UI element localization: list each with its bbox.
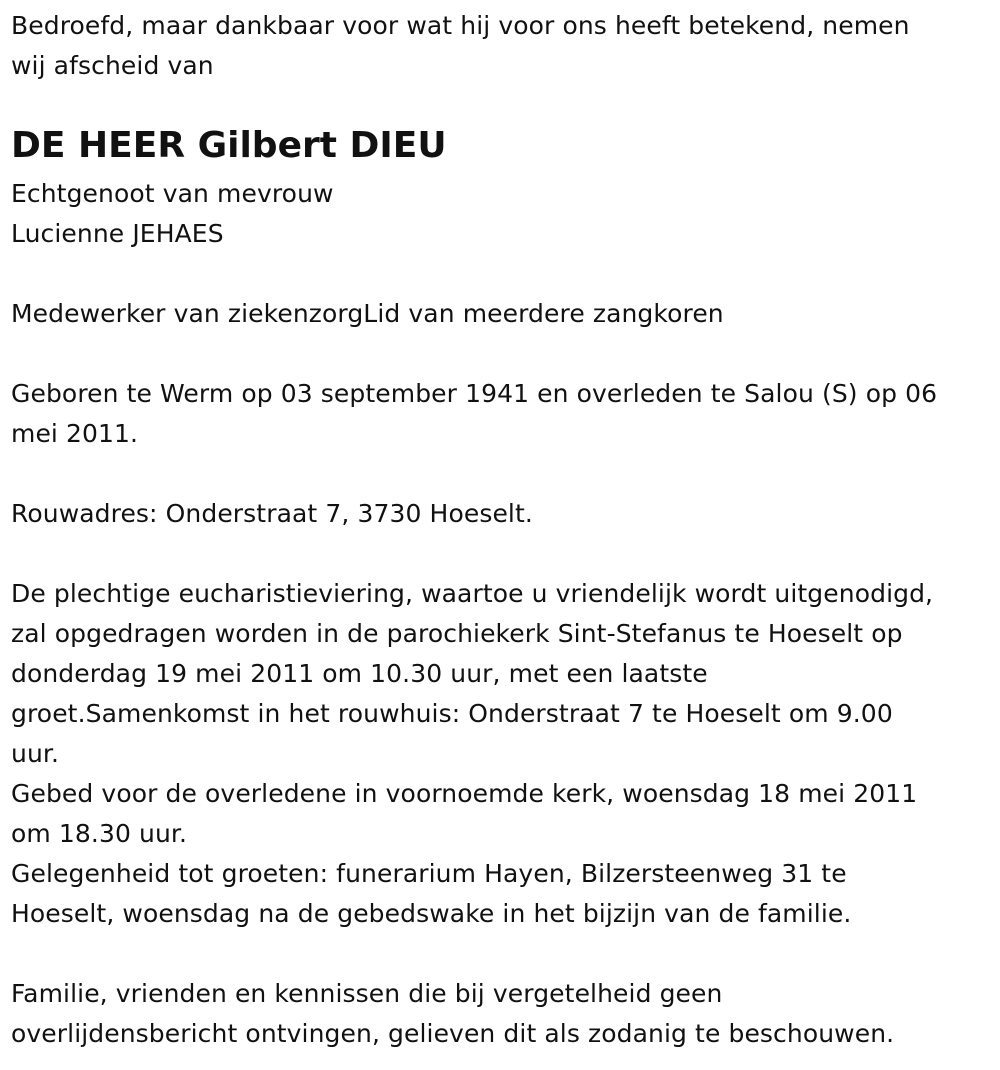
closing-text	[11, 974, 1000, 1054]
ceremony-line: zal opgedragen worden in de parochiekerk Sint-Stefanus te Hoeselt op	[11, 619, 903, 648]
ceremony-line: De plechtige eucharistieviering, waartoe u vriendelijk wordt uitgenodigd,	[11, 579, 934, 608]
ceremony-line: donderdag 19 mei 2011 om 10.30 uur, met een laatste	[11, 659, 708, 688]
birth-death-info	[11, 374, 1000, 454]
ceremony-line: uur.	[11, 739, 60, 768]
ceremony-line: Gelegenheid tot groeten: funerarium Hayen, Bilzersteenweg 31 te	[11, 859, 847, 888]
closing-line: overlijdensbericht ontvingen, gelieven dit als zodanig te beschouwen.	[11, 1019, 895, 1048]
ceremony-line: groet.Samenkomst in het rouwhuis: Onderstraat 7 te Hoeselt om 9.00	[11, 699, 893, 728]
birth-death-line: mei 2011.	[11, 419, 139, 448]
spacer	[11, 934, 1000, 974]
spacer	[11, 254, 1000, 294]
spacer	[11, 454, 1000, 494]
intro-line: wij afscheid van	[11, 51, 214, 80]
spouse-line: Lucienne JEHAES	[11, 219, 224, 248]
deceased-name: DE HEER Gilbert DIEU	[11, 125, 447, 166]
ceremony-line: Gebed voor de overledene in voornoemde kerk, woensdag 18 mei 2011	[11, 779, 918, 808]
ceremony-info	[11, 574, 1000, 934]
closing-line: Familie, vrienden en kennissen die bij vergetelheid geen	[11, 979, 723, 1008]
intro-text	[11, 6, 1000, 86]
roles-text: Medewerker van ziekenzorgLid van meerdere zangkoren	[11, 299, 724, 328]
intro-line: Bedroefd, maar dankbaar voor wat hij voor ons heeft betekend, nemen	[11, 11, 910, 40]
spacer	[11, 534, 1000, 574]
ceremony-line: Hoeselt, woensdag na de gebedswake in het bijzijn van de familie.	[11, 899, 852, 928]
spacer	[11, 334, 1000, 374]
birth-death-line: Geboren te Werm op 03 september 1941 en overleden te Salou (S) op 06	[11, 379, 938, 408]
spouse-line: Echtgenoot van mevrouw	[11, 179, 334, 208]
spouse-info	[11, 174, 1000, 254]
mourning-address: Rouwadres: Onderstraat 7, 3730 Hoeselt.	[11, 499, 533, 528]
ceremony-line: om 18.30 uur.	[11, 819, 188, 848]
